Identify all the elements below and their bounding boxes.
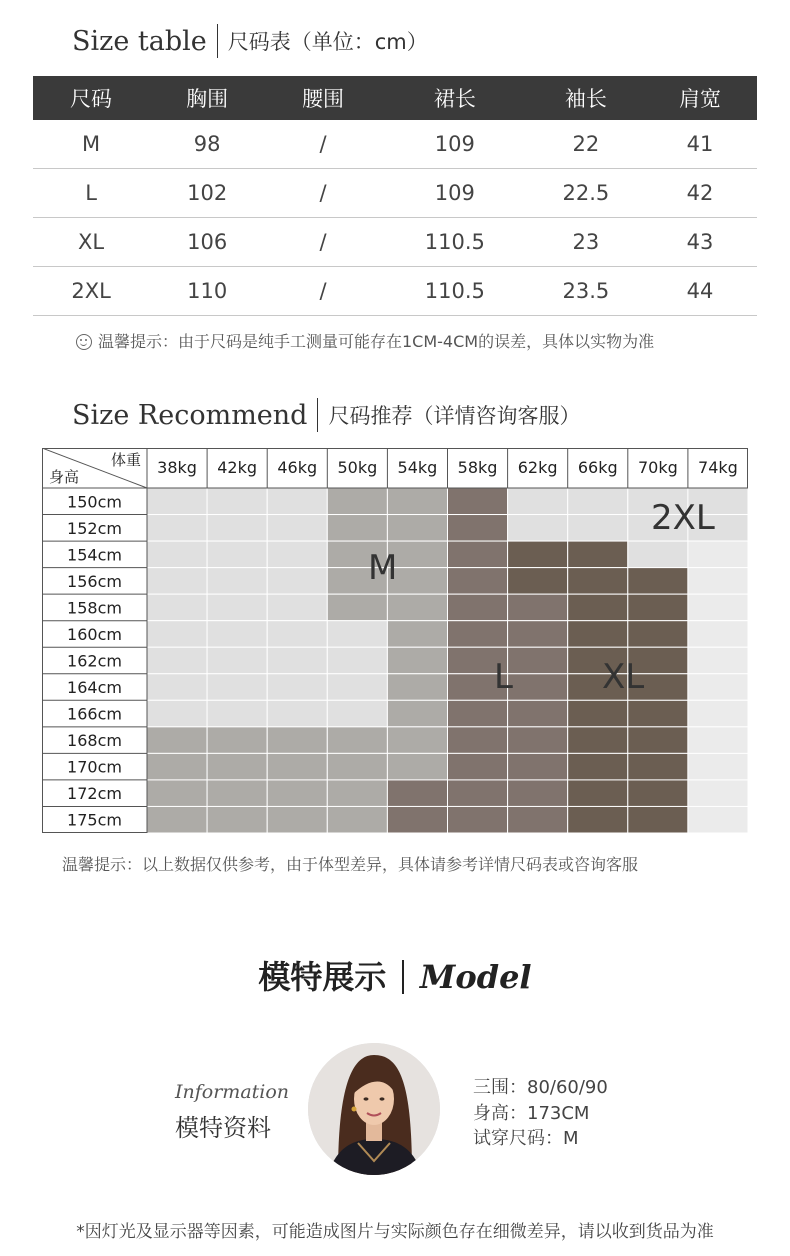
grid-cell [688, 727, 748, 754]
size-recommend-grid [42, 448, 748, 833]
grid-cell [147, 515, 207, 542]
height-label: 172cm [67, 784, 122, 804]
table-cell: / [265, 218, 381, 267]
grid-cell [568, 780, 628, 807]
model-title-en: Model [419, 958, 532, 996]
grid-cell [628, 806, 688, 833]
grid-cell [267, 806, 327, 833]
grid-cell [628, 568, 688, 595]
grid-cell [327, 700, 387, 727]
grid-cell [508, 806, 568, 833]
grid-cell [267, 647, 327, 674]
weight-header: 66kg [577, 458, 618, 477]
grid-cell [207, 488, 267, 515]
table-cell: 23.5 [529, 267, 643, 316]
grid-cell [207, 727, 267, 754]
weight-header: 58kg [457, 458, 498, 477]
grid-cell [327, 753, 387, 780]
label-xl: XL [602, 657, 645, 697]
table-cell: / [265, 267, 381, 316]
grid-cell [448, 541, 508, 568]
grid-cell [147, 594, 207, 621]
grid-cell [147, 488, 207, 515]
grid-cell [448, 700, 508, 727]
grid-cell [327, 647, 387, 674]
height-label: 154cm [67, 545, 122, 565]
height-label: 164cm [67, 678, 122, 698]
info-label-en: Information [175, 1081, 290, 1103]
grid-cell [628, 780, 688, 807]
grid-cell [448, 621, 508, 648]
grid-cell [688, 780, 748, 807]
grid-cell [688, 541, 748, 568]
grid-cell [207, 621, 267, 648]
info-label-cn: 模特资料 [175, 1114, 271, 1142]
model-height: 身高：173CM [473, 1103, 590, 1124]
grid-cell [568, 700, 628, 727]
grid-cell [568, 727, 628, 754]
table-cell: L [33, 169, 149, 218]
grid-cell [688, 700, 748, 727]
grid-cell [508, 621, 568, 648]
grid-cell [568, 515, 628, 542]
grid-cell [628, 753, 688, 780]
title-divider [217, 24, 218, 58]
grid-cell [508, 674, 568, 701]
grid-cell [628, 621, 688, 648]
header-shoulder-width: 肩宽 [643, 76, 757, 120]
table-cell: 41 [643, 120, 757, 169]
grid-cell [448, 780, 508, 807]
grid-cell [387, 647, 447, 674]
grid-cell [508, 568, 568, 595]
header-bust: 胸围 [149, 76, 265, 120]
grid-cell [387, 700, 447, 727]
grid-cell [508, 594, 568, 621]
grid-cell [147, 647, 207, 674]
weight-header: 46kg [277, 458, 318, 477]
grid-cell [688, 647, 748, 674]
grid-cell [628, 594, 688, 621]
grid-cell [147, 806, 207, 833]
table-cell: M [33, 120, 149, 169]
weight-header: 54kg [397, 458, 438, 477]
model-size: 试穿尺码：M [473, 1128, 579, 1149]
header-size: 尺码 [33, 76, 149, 120]
grid-cell [267, 594, 327, 621]
grid-cell [147, 780, 207, 807]
grid-cell [568, 541, 628, 568]
grid-cell [147, 753, 207, 780]
grid-cell [628, 727, 688, 754]
grid-cell [508, 647, 568, 674]
size-recommend-chart [42, 448, 748, 833]
height-label: 158cm [67, 598, 122, 618]
grid-cell [688, 594, 748, 621]
grid-cell [568, 568, 628, 595]
grid-cell [387, 488, 447, 515]
header-waist: 腰围 [265, 76, 381, 120]
grid-cell [147, 700, 207, 727]
table-row [33, 218, 757, 267]
size-table-header-row [33, 76, 757, 120]
corner-weight-label: 体重 [110, 451, 141, 469]
recommend-tip: 温馨提示：以上数据仅供参考，由于体型差异，具体请参考详情尺码表或咨询客服 [62, 855, 639, 874]
recommend-title-cn: 尺码推荐（详情咨询客服） [328, 404, 581, 428]
weight-header: 38kg [157, 458, 197, 477]
grid-cell [267, 568, 327, 595]
grid-cell [508, 541, 568, 568]
grid-cell [267, 727, 327, 754]
grid-cell [207, 568, 267, 595]
grid-cell [207, 674, 267, 701]
smile-icon [76, 334, 92, 350]
grid-cell [508, 700, 568, 727]
table-cell: / [265, 169, 381, 218]
grid-cell [147, 621, 207, 648]
grid-cell [267, 780, 327, 807]
table-cell: / [265, 120, 381, 169]
table-cell: 109 [381, 120, 529, 169]
table-cell: 102 [149, 169, 265, 218]
grid-cell [448, 568, 508, 595]
table-row [33, 169, 757, 218]
recommend-title-en: Size Recommend [72, 399, 308, 431]
grid-cell [688, 674, 748, 701]
grid-cell [568, 594, 628, 621]
table-cell: 106 [149, 218, 265, 267]
table-cell: 110 [149, 267, 265, 316]
height-label: 156cm [67, 571, 122, 591]
table-row [33, 267, 757, 316]
weight-header: 70kg [637, 458, 678, 477]
grid-cell [568, 806, 628, 833]
grid-cell [568, 488, 628, 515]
grid-cell [387, 780, 447, 807]
grid-cell [267, 753, 327, 780]
table-cell: 98 [149, 120, 265, 169]
label-2xl: 2XL [651, 498, 715, 538]
size-table-title-cn: 尺码表（单位：cm） [227, 30, 428, 54]
grid-cell [508, 780, 568, 807]
grid-cell [688, 621, 748, 648]
header-sleeve-length: 袖长 [529, 76, 643, 120]
height-label: 152cm [67, 518, 122, 538]
table-cell: 42 [643, 169, 757, 218]
grid-cell [207, 780, 267, 807]
grid-cell [327, 515, 387, 542]
grid-cell [207, 700, 267, 727]
grid-cell [267, 621, 327, 648]
weight-header: 62kg [517, 458, 558, 477]
grid-cell [628, 700, 688, 727]
model-title-cn: 模特展示 [258, 958, 387, 996]
grid-cell [448, 806, 508, 833]
grid-cell [508, 488, 568, 515]
height-label: 175cm [67, 810, 122, 830]
title-divider [317, 398, 318, 432]
grid-cell [327, 621, 387, 648]
table-cell: 43 [643, 218, 757, 267]
grid-cell [387, 753, 447, 780]
size-table-tip-text: 温馨提示：由于尺码是纯手工测量可能存在1CM-4CM的误差，具体以实物为准 [98, 332, 655, 351]
table-cell: 109 [381, 169, 529, 218]
height-label: 168cm [67, 731, 122, 751]
grid-cell [508, 753, 568, 780]
grid-cell [448, 488, 508, 515]
grid-cell [387, 674, 447, 701]
weight-header: 42kg [217, 458, 258, 477]
grid-cell [568, 753, 628, 780]
table-row [33, 120, 757, 169]
size-table-tip [76, 329, 654, 352]
label-m: M [368, 548, 398, 588]
grid-cell [448, 727, 508, 754]
grid-cell [508, 727, 568, 754]
grid-cell [207, 541, 267, 568]
grid-cell [207, 753, 267, 780]
grid-cell [688, 568, 748, 595]
grid-cell [387, 515, 447, 542]
grid-cell [448, 594, 508, 621]
model-heading [0, 952, 790, 998]
table-cell: 2XL [33, 267, 149, 316]
table-cell: 110.5 [381, 218, 529, 267]
grid-cell [267, 541, 327, 568]
grid-cell [207, 594, 267, 621]
grid-cell [147, 568, 207, 595]
grid-cell [267, 488, 327, 515]
weight-header: 74kg [698, 458, 738, 477]
title-divider [402, 960, 404, 994]
table-cell: XL [33, 218, 149, 267]
grid-cell [327, 806, 387, 833]
grid-cell [688, 753, 748, 780]
grid-cell [387, 621, 447, 648]
grid-cell [147, 674, 207, 701]
grid-cell [327, 488, 387, 515]
grid-cell [387, 594, 447, 621]
grid-cell [207, 806, 267, 833]
height-label: 150cm [67, 492, 122, 512]
grid-cell [267, 700, 327, 727]
grid-cell [327, 594, 387, 621]
table-cell: 22 [529, 120, 643, 169]
grid-cell [207, 515, 267, 542]
height-label: 170cm [67, 757, 122, 777]
model-measurements: 三围：80/60/90 [473, 1077, 608, 1098]
grid-cell [327, 674, 387, 701]
grid-cell [508, 515, 568, 542]
height-label: 160cm [67, 624, 122, 644]
grid-cell [267, 674, 327, 701]
corner-height-label: 身高 [49, 468, 80, 486]
grid-cell [387, 727, 447, 754]
model-avatar [308, 1043, 440, 1175]
recommend-heading [72, 398, 580, 432]
table-cell: 44 [643, 267, 757, 316]
label-l: L [494, 657, 513, 697]
table-cell: 22.5 [529, 169, 643, 218]
grid-cell [448, 515, 508, 542]
grid-cell [688, 806, 748, 833]
size-table-heading [72, 24, 428, 58]
table-cell: 110.5 [381, 267, 529, 316]
weight-header: 50kg [337, 458, 378, 477]
height-label: 166cm [67, 704, 122, 724]
grid-cell [448, 753, 508, 780]
grid-cell [387, 806, 447, 833]
grid-cell [327, 727, 387, 754]
grid-cell [147, 541, 207, 568]
height-label: 162cm [67, 651, 122, 671]
grid-cell [327, 780, 387, 807]
grid-cell [628, 541, 688, 568]
size-table-title-en: Size table [72, 25, 207, 57]
grid-cell [207, 647, 267, 674]
header-skirt-length: 裙长 [381, 76, 529, 120]
grid-cell [568, 621, 628, 648]
grid-cell [147, 727, 207, 754]
table-cell: 23 [529, 218, 643, 267]
size-table [33, 76, 757, 316]
footer-note: *因灯光及显示器等因素，可能造成图片与实际颜色存在细微差异，请以收到货品为准 [76, 1222, 714, 1242]
grid-cell [267, 515, 327, 542]
